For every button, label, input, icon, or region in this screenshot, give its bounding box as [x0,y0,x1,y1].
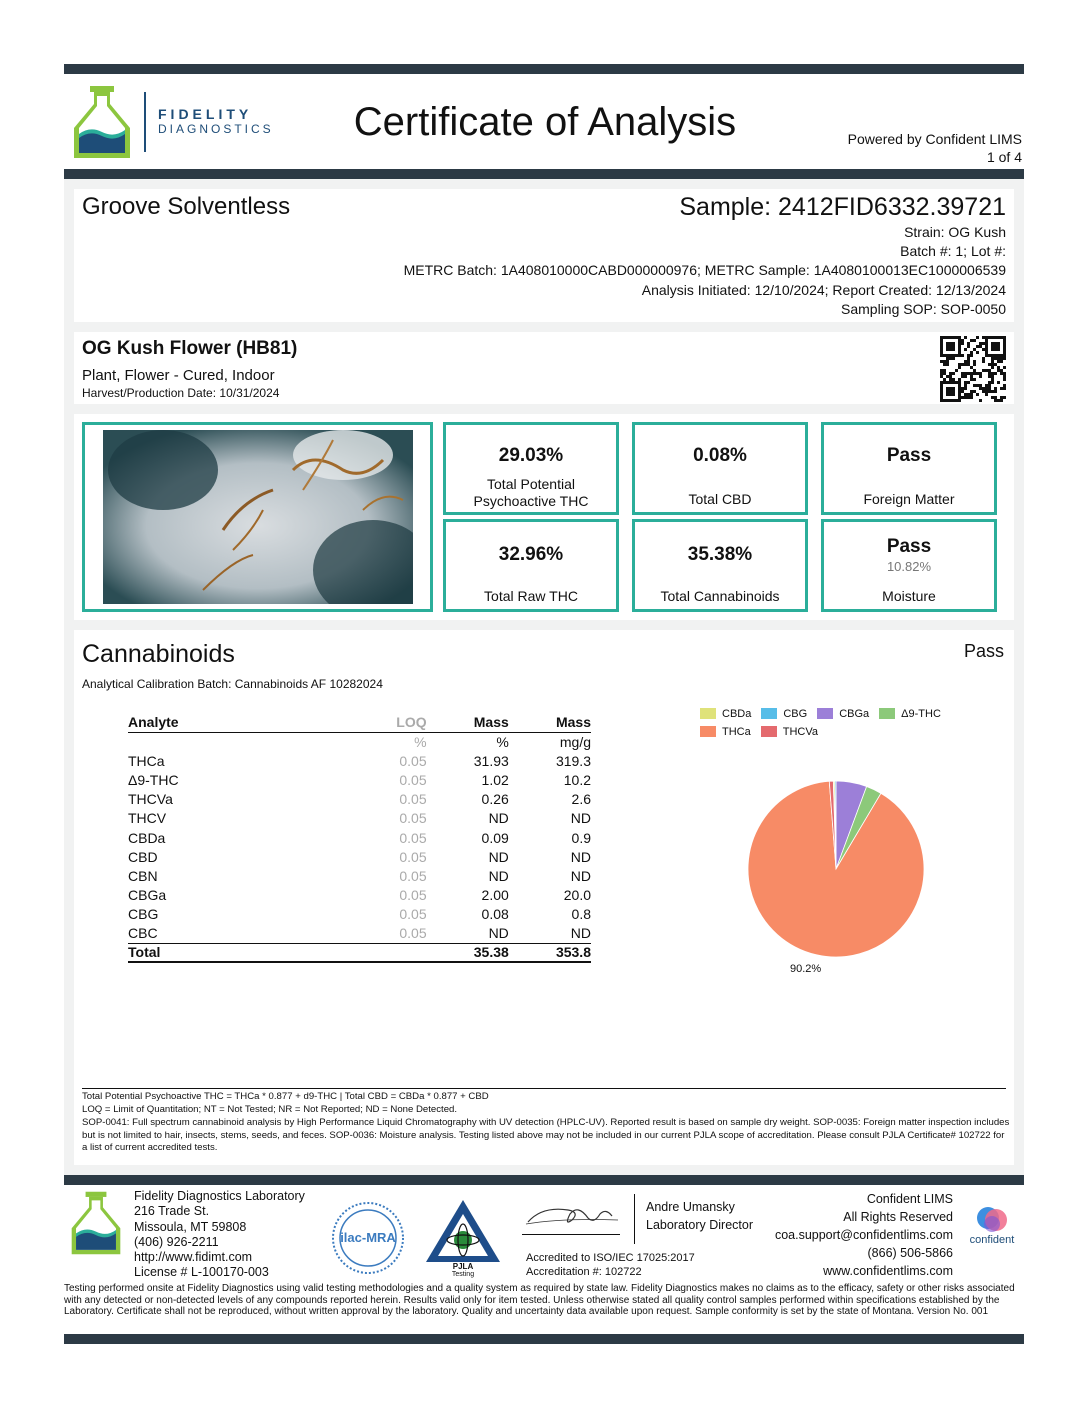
summary-value: Pass [886,536,932,557]
column-header: Analyte [128,712,298,732]
sampling-sop: Sampling SOP: SOP-0050 [841,301,1006,317]
table-cell: CBN [128,867,158,884]
footer-bar [64,1175,1024,1185]
table-cell: 0.05 [399,791,427,808]
table-row [128,905,591,924]
table-cell: 2.00 [481,887,509,904]
product-type: Plant, Flower - Cured, Indoor [82,367,275,384]
lab-line: Fidelity Diagnostics Laboratory [134,1189,305,1203]
pjla-triangle-icon [424,1198,502,1264]
summary-value: 0.08% [693,445,747,466]
summary-label: Total Cannabinoids [660,588,780,604]
summary-card-raw-thc [443,519,619,612]
sample-id: Sample: 2412FID6332.39721 [679,193,1006,221]
column-header: Mass [427,712,509,732]
qr-code[interactable] [940,336,1006,402]
total-cell: 353.8 [509,943,591,962]
table-cell: 0.05 [399,867,427,884]
table-cell: THCVa [128,791,173,808]
table-cell: 0.05 [399,848,427,865]
table-cell: ND [570,925,591,942]
signature [522,1196,622,1234]
legend-label: CBDa [722,707,752,720]
confident-url[interactable]: www.confidentlims.com [823,1264,953,1278]
product-panel [74,332,1014,404]
table-cell: 0.05 [399,925,427,942]
logo-line1: FIDELITY [158,106,253,122]
legend-swatch [700,726,716,737]
flask-icon [68,1190,124,1256]
legend-label: CBGa [839,707,870,720]
page-title: Certificate of Analysis [353,100,737,144]
section-status: Pass [963,641,1004,661]
table-cell: CBDa [128,829,166,846]
summary-value: 32.96% [498,544,564,565]
table-cell: CBC [128,925,158,942]
table-cell: 0.05 [399,752,427,769]
table-row [128,866,591,885]
legend-item [700,726,751,738]
note-legend: LOQ = Limit of Quantitation; NT = Not Tested; NR = Not Reported; ND = None Detected. [82,1104,458,1115]
unit-cell: % [414,733,427,750]
column-header: LOQ [298,712,426,732]
table-cell: 0.09 [481,829,509,846]
calibration-batch: Analytical Calibration Batch: Cannabinoids AF 10282024 [82,677,383,691]
total-cell: 35.38 [427,943,509,962]
table-cell: 10.2 [563,771,591,788]
page-number: 1 of 4 [986,149,1022,165]
confident-email[interactable]: coa.support@confidentlims.com [774,1228,953,1242]
batch: Batch #: 1; Lot #: [900,243,1006,259]
table-cell: CBD [128,848,158,865]
header-bar [64,169,1024,179]
accreditation-number: Accreditation #: 102722 [526,1266,642,1278]
confident-line: All Rights Reserved [843,1210,953,1224]
strain: Strain: OG Kush [904,224,1006,240]
summary-card-cbd [632,422,808,515]
lab-line: (406) 926-2211 [134,1234,219,1249]
summary-card-foreign-matter [821,422,997,515]
notes-rule [82,1088,1006,1089]
summary-label: Total CBD [688,491,752,507]
signature-line [522,1234,620,1235]
table-cell: 0.08 [481,906,509,923]
confident-line: Confident LIMS [866,1192,953,1206]
legend-swatch [761,726,777,737]
table-cell: 0.05 [399,810,427,827]
director-title: Laboratory Director [646,1218,753,1232]
table-cell: 0.8 [571,906,591,923]
legend-item [761,726,818,738]
unit-cell [128,732,298,751]
metrc: METRC Batch: 1A408010000CABD000000976; METRC Sample: 1A4080100013EC1000006539 [403,262,1006,278]
table-cell: CBGa [128,887,167,904]
table-cell: 319.3 [555,752,591,769]
legend-swatch [761,708,777,719]
product-photo-frame [82,422,433,612]
summary-label: Total Raw THC [484,588,578,604]
pjla-text: PJLA [452,1262,474,1271]
legend-swatch [879,708,895,719]
harvest-date: Harvest/Production Date: 10/31/2024 [82,386,280,400]
legend-label: CBG [783,707,808,720]
accredited: Accredited to ISO/IEC 17025:2017 [526,1252,695,1264]
summary-label: Moisture [882,588,936,604]
table-cell: 31.93 [473,752,509,769]
confident-logo [962,1204,1022,1250]
table-cell: ND [570,848,591,865]
table-row [128,809,591,828]
product-name: OG Kush Flower (HB81) [82,338,298,359]
lab-line: License # L-100170-003 [134,1265,269,1280]
table-cell: THCV [128,810,167,827]
units-row [128,732,591,751]
disclaimer: Testing performed onsite at Fidelity Diagnostics using valid testing methodologies and a quality system as required by state law. Fidelity Diagnostics makes no claims as to the efficacy, safety or other risks associated with any detected or non-detected levels of any compounds reported herein. Results valid only for item tested. Unless otherwise stated all quality control samples performed within specifications established by the Laboratory. Certificate shall not be reproduced, without written approval by the laboratory. Quality and uncertainty data available upon request. Sample conformity is set by the state of Montana. Version No. 001 [64,1283,1015,1317]
summary-value: Pass [886,445,932,466]
director-name: Andre Umansky [646,1200,735,1214]
table-cell: 0.05 [399,906,427,923]
pie-label: 90.2% [790,963,822,975]
table-cell: ND [570,810,591,827]
client-panel [74,189,1014,322]
legend-swatch [817,708,833,719]
legend-swatch [700,708,716,719]
chart-legend [700,706,980,742]
summary-sub: 10.82% [886,559,932,574]
signature-divider [634,1194,635,1244]
pjla-sub: Testing [451,1271,475,1278]
table-cell: 0.05 [399,771,427,788]
qr-code-icon [940,336,1006,402]
summary-value: 29.03% [498,445,564,466]
table-header-row [128,712,591,732]
legend-label: Δ9-THC [901,707,941,720]
total-cell [298,943,426,962]
table-cell: 0.05 [399,829,427,846]
table-row [128,790,591,809]
table-cell: 1.02 [481,771,509,788]
legend-item [761,708,807,720]
footer-logo [68,1190,124,1256]
summary-label: Foreign Matter [863,491,955,507]
table-row [128,828,591,847]
dates: Analysis Initiated: 12/10/2024; Report Created: 12/13/2024 [641,282,1006,298]
table-cell: Δ9-THC [128,771,179,788]
powered-by: Powered by Confident LIMS [847,131,1022,147]
confident-wordmark: confident [969,1234,1015,1246]
cannabinoids-table [128,712,591,963]
legend-item [817,708,869,720]
table-cell: ND [570,867,591,884]
total-row [128,943,591,962]
unit-cell: mg/g [559,733,591,750]
product-photo [103,430,413,604]
bottom-bar [64,1334,1024,1344]
legend-item [700,708,751,720]
table-row [128,886,591,905]
table-row [128,847,591,866]
column-header: Mass [509,712,591,732]
legend-label: THCa [722,725,751,738]
table-cell: THCa [128,752,165,769]
note-methods: SOP-0041: Full spectrum cannabinoid analysis by High Performance Liquid Chromatography with UV detection (HPLC-UV). Reported result is based on sample dry weight. SOP-0035: Foreign matter inspection includes but is not limited to hair, insects, stems, seeds, and feces. SOP-0036: Moisture analysis. Testing listed above may not be included in our current PJLA scope of accreditation. Please consult PJLA Certificate# 102722 for a list of current accredited tests. [82,1117,1010,1153]
fidelity-logo [70,84,134,160]
ilac-logo [328,1200,408,1276]
lab-line[interactable]: http://www.fidimt.com [134,1250,253,1265]
cannabinoid-pie-chart [736,769,936,969]
summary-card-moisture [821,519,997,612]
legend-label: THCVa [782,725,818,738]
section-title: Cannabinoids [82,640,235,668]
ilac-text: ilac-MRA [340,1230,396,1245]
table-cell: 2.6 [571,791,591,808]
unit-cell: % [496,733,509,750]
flask-icon [70,84,134,160]
table-row [128,751,591,770]
summary-card-thc [443,422,619,515]
table-row [128,770,591,789]
lab-line: 216 Trade St. [134,1204,210,1219]
total-cell: Total [128,943,298,962]
confident-phone: (866) 506-5866 [867,1246,953,1260]
signature-image [522,1196,622,1234]
pjla-logo [424,1198,502,1280]
top-bar [64,64,1024,74]
table-cell: ND [488,848,509,865]
confident-contact [775,1190,953,1280]
summary-label: Total Potential Psychoactive THC [473,476,589,509]
confident-logo-icon [962,1204,1022,1236]
table-cell: 0.05 [399,887,427,904]
table-cell: ND [488,810,509,827]
summary-value: 35.38% [687,544,753,565]
table-cell: 20.0 [563,887,591,904]
table-cell: CBG [128,906,159,923]
client-name: Groove Solventless [82,193,291,220]
legend-item [879,708,941,720]
lab-line: Missoula, MT 59808 [134,1219,247,1234]
table-cell: 0.9 [571,829,591,846]
lab-address [134,1189,305,1281]
table-row [128,924,591,943]
table-cell: 0.26 [481,791,509,808]
logo-divider [144,92,146,152]
logo-line2: DIAGNOSTICS [158,122,274,136]
table-cell: ND [488,867,509,884]
note-formula: Total Potential Psychoactive THC = THCa * 0.877 + d9-THC | Total CBD = CBDa * 0.877 + CBD [82,1091,489,1102]
table-cell: ND [488,925,509,942]
summary-card-total-cannabinoids [632,519,808,612]
